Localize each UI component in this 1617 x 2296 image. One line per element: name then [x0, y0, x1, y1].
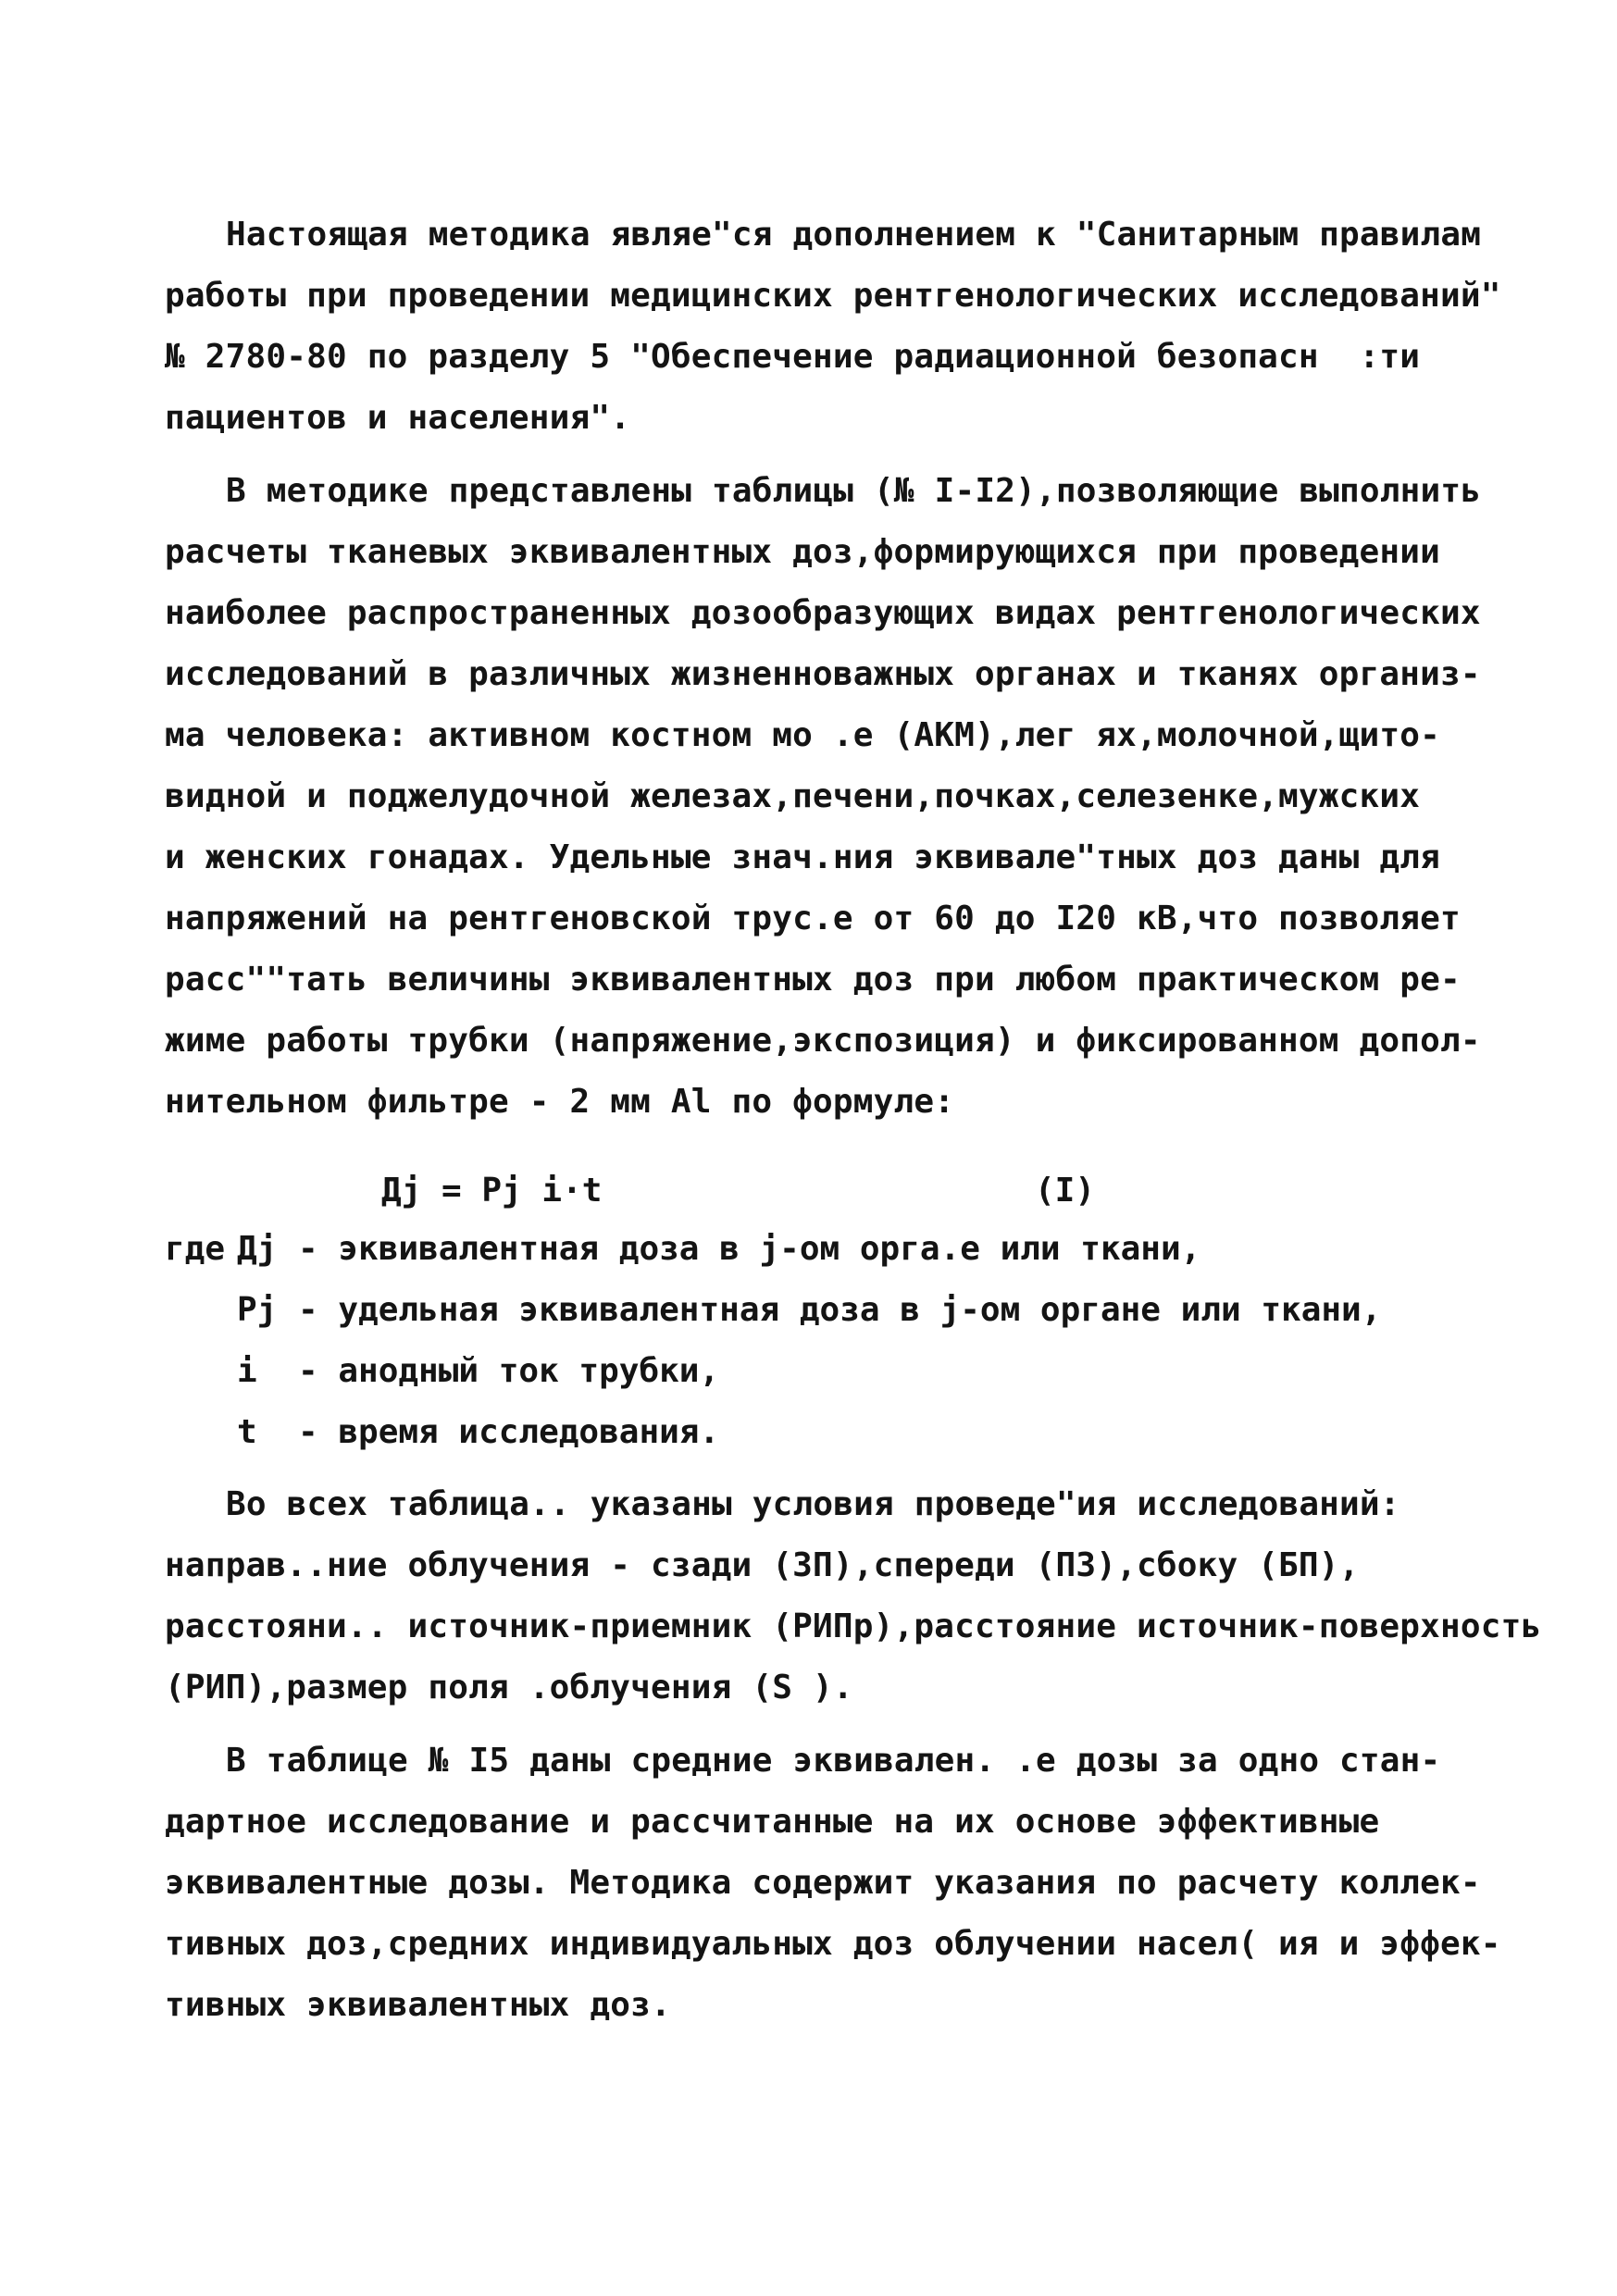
paragraph4-line-4: тивных доз,средних индивидуальных доз облучении насел( ия и эффек- [165, 1925, 1501, 1963]
definition-symbol-p: Pj [237, 1291, 278, 1329]
paragraph1-line-3: № 2780-80 по разделу 5 "Обеспечение радиационной безопасн :ти [165, 338, 1421, 376]
formula-expression: Дj = Pj i·t [381, 1172, 603, 1210]
paragraph2-line-5: ма человека: активном костном мо .е (АКМ),лег ях,молочной,щито- [165, 716, 1441, 754]
paragraph3-line-1: Во всех таблица.. указаны условия проведе"ия исследований: [226, 1485, 1400, 1523]
paragraph3-line-4: (РИП),размер поля .облучения (S ). [165, 1669, 853, 1706]
paragraph2-line-9: расс""тать величины эквивалентных доз при любом практическом ре- [165, 961, 1461, 999]
paragraph2-line-1: В методике представлены таблицы (№ I-I2),позволяющие выполнить [226, 472, 1482, 510]
definition-text-i: - анодный ток трубки, [298, 1352, 720, 1390]
definition-prefix: где [165, 1230, 226, 1268]
paragraph2-line-11: нительном фильтре - 2 мм Al по формуле: [165, 1083, 955, 1121]
paragraph2-line-3: наиболее распространенных дозообразующих видах рентгенологических [165, 594, 1481, 632]
paragraph2-line-7: и женских гонадах. Удельные знач.ния эквивале"тных доз даны для [165, 838, 1441, 876]
paragraph2-line-4: исследований в различных жизненноважных органах и тканях организ- [165, 655, 1481, 693]
paragraph4-line-2: дартное исследование и рассчитанные на их основе эффективные [165, 1803, 1380, 1841]
paragraph2-line-10: жиме работы трубки (напряжение,экспозиция) и фиксированном допол- [165, 1022, 1481, 1060]
paragraph3-line-3: расстояни.. источник-приемник (РИПр),расстояние источник-поверхность [165, 1607, 1542, 1645]
paragraph1-line-1: Настоящая методика являе"ся дополнением к "Санитарным правилам [226, 216, 1482, 254]
paragraph3-line-2: направ..ние облучения - сзади (ЗП),спереди (ПЗ),сбоку (БП), [165, 1546, 1360, 1584]
paragraph2-line-2: расчеты тканевых эквивалентных доз,формирующихся при проведении [165, 533, 1441, 571]
paragraph4-line-3: эквивалентные дозы. Методика содержит указания по расчету коллек- [165, 1864, 1481, 1902]
paragraph2-line-6: видной и поджелудочной железах,печени,почках,селезенке,мужских [165, 777, 1421, 815]
definition-text-p: - удельная эквивалентная доза в j-ом органе или ткани, [298, 1291, 1382, 1329]
definition-symbol-i: i [237, 1352, 257, 1390]
paragraph1-line-2: работы при проведении медицинских рентгенологических исследований" [165, 277, 1501, 315]
formula-number: (I) [1035, 1172, 1096, 1210]
paragraph4-line-5: тивных эквивалентных доз. [165, 1986, 671, 2024]
definition-symbol-d: Дj [237, 1230, 278, 1268]
definition-text-d: - эквивалентная доза в j-ом орга.е или ткани, [298, 1230, 1201, 1268]
definition-symbol-t: t [237, 1413, 257, 1451]
paragraph1-line-4: пациентов и населения". [165, 399, 631, 437]
paragraph4-line-1: В таблице № I5 даны средние эквивален. .е дозы за одно стан- [226, 1742, 1441, 1780]
paragraph2-line-8: напряжений на рентгеновской трус.е от 60 до I20 кВ,что позволяет [165, 900, 1461, 937]
definition-text-t: - время исследования. [298, 1413, 720, 1451]
